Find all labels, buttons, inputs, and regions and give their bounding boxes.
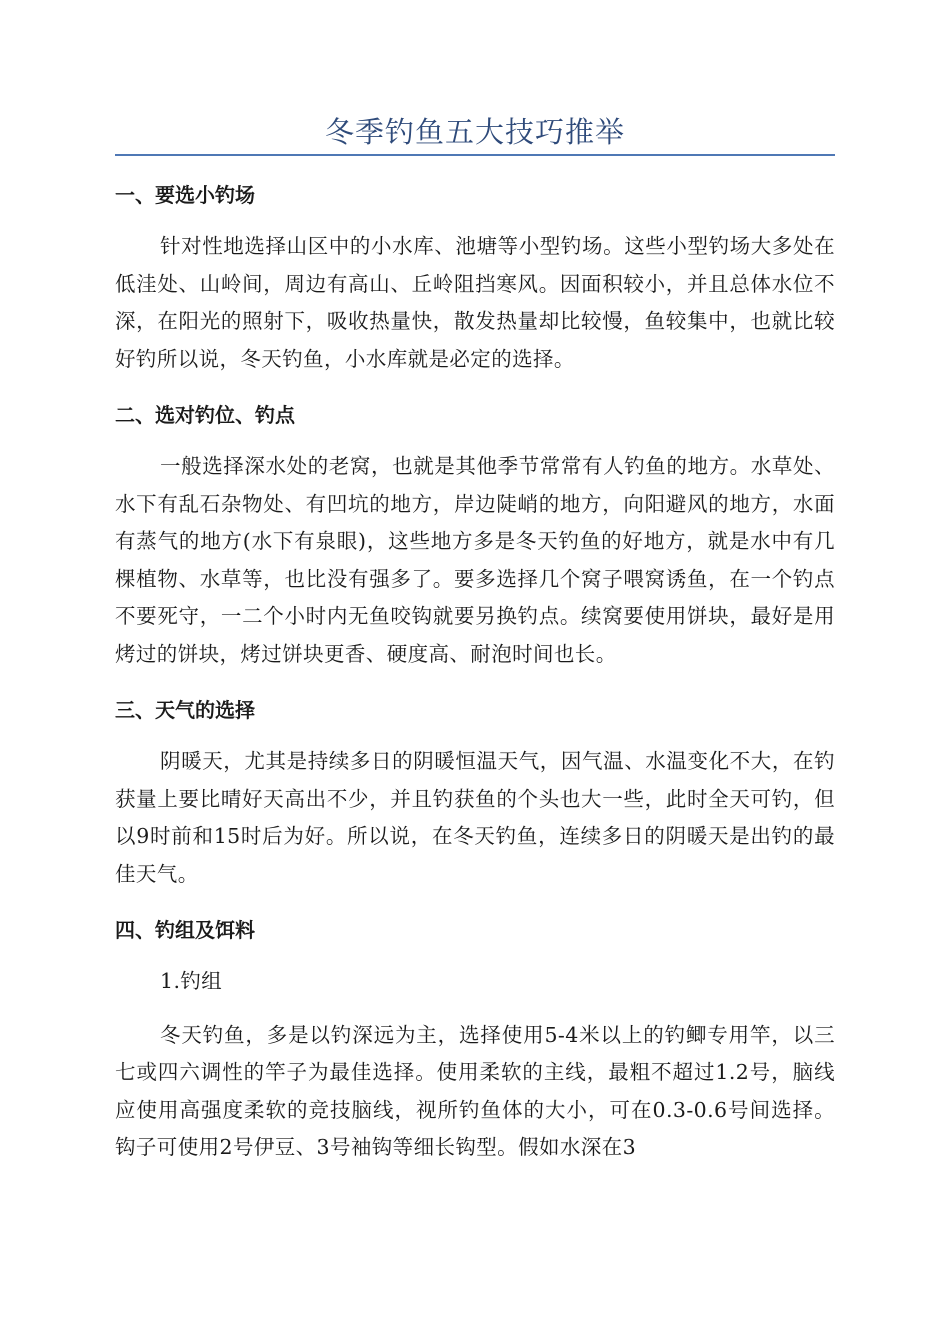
section-heading: 三、天气的选择 xyxy=(115,698,255,722)
section-paragraph: 针对性地选择山区中的小水库、池塘等小型钓场。这些小型钓场大多处在低洼处、山岭间，周边有高山、丘岭阻挡寒风。因面积较小，并且总体水位不深，在阳光的照射下，吸收热量快，散发热量却比较慢，鱼较集中，也就比较好钓所以说，冬天钓鱼，小水库就是必定的选择。 xyxy=(115,234,835,371)
section-1 xyxy=(115,178,835,378)
subsection-label: 1.钓组 xyxy=(160,969,223,993)
section-heading: 二、选对钓位、钓点 xyxy=(115,403,295,427)
section-2 xyxy=(115,398,835,673)
title-underline xyxy=(115,154,835,156)
document-body xyxy=(115,178,835,1167)
section-paragraph: 冬天钓鱼，多是以钓深远为主，选择使用5-4米以上的钓鲫专用竿，以三七或四六调性的竿子为最佳选择。使用柔软的主线，最粗不超过1.2号，脑线应使用高强度柔软的竞技脑线，视所钓鱼体的大小，可在0.3-0.6号间选择。钩子可使用2号伊豆、3号袖钩等细长钩型。假如水深在3 xyxy=(115,1022,835,1159)
section-3 xyxy=(115,693,835,893)
section-paragraph: 一般选择深水处的老窝，也就是其他季节常常有人钓鱼的地方。水草处、水下有乱石杂物处、有凹坑的地方，岸边陡峭的地方，向阳避风的地方，水面有蒸气的地方(水下有泉眼)，这些地方多是冬天钓鱼的好地方，就是水中有几棵植物、水草等，也比没有强多了。要多选择几个窝子喂窝诱鱼，在一个钓点不要死守，一二个小时内无鱼咬钩就要另换钓点。续窝要使用饼块，最好是用烤过的饼块，烤过饼块更香、硬度高、耐泡时间也长。 xyxy=(115,454,835,666)
section-4 xyxy=(115,913,835,1167)
section-heading: 一、要选小钓场 xyxy=(115,183,255,207)
section-paragraph: 阴暖天，尤其是持续多日的阴暖恒温天气，因气温、水温变化不大，在钓获量上要比晴好天高出不少，并且钓获鱼的个头也大一些，此时全天可钓，但以9时前和15时后为好。所以说，在冬天钓鱼，连续多日的阴暖天是出钓的最佳天气。 xyxy=(115,749,835,886)
title-block xyxy=(115,112,835,156)
section-heading: 四、钓组及饵料 xyxy=(115,918,255,942)
page-title: 冬季钓鱼五大技巧推举 xyxy=(324,115,625,149)
